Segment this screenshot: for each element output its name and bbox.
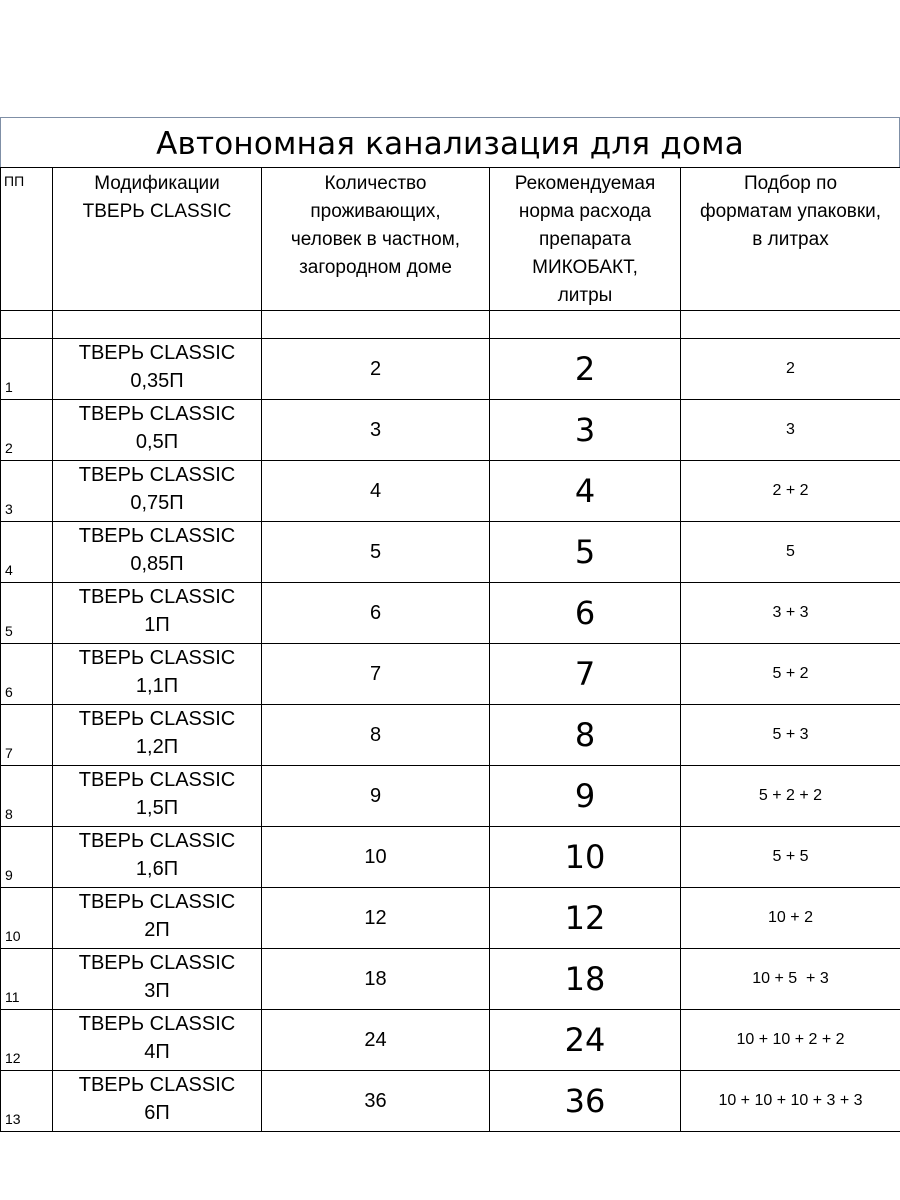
row-model-size: 2П (144, 919, 170, 941)
row-model (53, 1010, 262, 1071)
row-number: 13 (1, 1071, 53, 1132)
header-num (1, 168, 53, 311)
row-model (53, 339, 262, 400)
header-people-line: Количество (324, 173, 427, 194)
row-model-name: ТВЕРЬ CLASSIC (78, 586, 236, 608)
header-dose-line: препарата (538, 229, 632, 250)
spacer-cell (262, 311, 490, 339)
row-model-size: 0,85П (130, 553, 184, 575)
row-people: 7 (262, 644, 490, 705)
row-pack: 3 + 3 (681, 583, 900, 644)
row-model-size: 1,2П (135, 736, 179, 758)
row-model (53, 1071, 262, 1132)
table-row (1, 1010, 900, 1071)
header-pack-line: Подбор по (743, 173, 838, 194)
document-sheet (0, 117, 900, 1132)
row-people: 5 (262, 522, 490, 583)
row-number: 3 (1, 461, 53, 522)
row-model (53, 400, 262, 461)
header-model-line: ТВЕРЬ CLASSIC (82, 201, 232, 222)
table-body (1, 168, 900, 1132)
header-dose-line: Рекомендуемая (514, 173, 656, 194)
row-model-name: ТВЕРЬ CLASSIC (78, 525, 236, 547)
spacer-cell (53, 311, 262, 339)
row-people: 9 (262, 766, 490, 827)
spacer-cell (490, 311, 681, 339)
header-people-label (262, 168, 489, 282)
header-pack (681, 168, 900, 311)
row-model-size: 4П (144, 1041, 170, 1063)
row-number: 5 (1, 583, 53, 644)
row-dose: 18 (490, 949, 681, 1010)
row-pack: 5 + 2 (681, 644, 900, 705)
spacer-row (1, 311, 900, 339)
row-model-size: 1,1П (135, 675, 179, 697)
table-row (1, 339, 900, 400)
row-model-name: ТВЕРЬ CLASSIC (78, 647, 236, 669)
row-dose: 7 (490, 644, 681, 705)
row-model-name: ТВЕРЬ CLASSIC (78, 464, 236, 486)
header-people-line: проживающих, (310, 201, 441, 222)
row-number: 11 (1, 949, 53, 1010)
row-model-name: ТВЕРЬ CLASSIC (78, 1074, 236, 1096)
row-number: 9 (1, 827, 53, 888)
row-number: 12 (1, 1010, 53, 1071)
row-people: 8 (262, 705, 490, 766)
row-people: 4 (262, 461, 490, 522)
header-people (262, 168, 490, 311)
row-pack: 5 + 3 (681, 705, 900, 766)
table-row (1, 461, 900, 522)
table-row (1, 583, 900, 644)
row-pack: 5 + 2 + 2 (681, 766, 900, 827)
row-model-name: ТВЕРЬ CLASSIC (78, 830, 236, 852)
row-number: 1 (1, 339, 53, 400)
row-model (53, 522, 262, 583)
table-row (1, 827, 900, 888)
row-pack: 10 + 10 + 10 + 3 + 3 (681, 1071, 900, 1132)
header-pack-line: форматам упаковки, (699, 201, 882, 222)
row-number: 6 (1, 644, 53, 705)
row-model (53, 583, 262, 644)
row-model-name: ТВЕРЬ CLASSIC (78, 952, 236, 974)
header-model-label (53, 168, 261, 226)
header-pack-label (681, 168, 900, 254)
row-dose: 4 (490, 461, 681, 522)
row-people: 2 (262, 339, 490, 400)
table-row (1, 949, 900, 1010)
row-number: 8 (1, 766, 53, 827)
row-model-size: 1П (144, 614, 170, 636)
row-dose: 12 (490, 888, 681, 949)
row-people: 6 (262, 583, 490, 644)
row-model (53, 461, 262, 522)
row-model (53, 766, 262, 827)
row-dose: 10 (490, 827, 681, 888)
row-pack: 10 + 2 (681, 888, 900, 949)
row-model (53, 949, 262, 1010)
table-row (1, 522, 900, 583)
row-number: 7 (1, 705, 53, 766)
row-model (53, 644, 262, 705)
row-dose: 3 (490, 400, 681, 461)
row-model (53, 888, 262, 949)
row-model (53, 705, 262, 766)
row-pack: 5 + 5 (681, 827, 900, 888)
row-model-name: ТВЕРЬ CLASSIC (78, 1013, 236, 1035)
header-model (53, 168, 262, 311)
header-dose-line: норма расхода (518, 201, 652, 222)
row-people: 36 (262, 1071, 490, 1132)
row-dose: 8 (490, 705, 681, 766)
row-model-name: ТВЕРЬ CLASSIC (78, 342, 236, 364)
row-people: 12 (262, 888, 490, 949)
row-model-name: ТВЕРЬ CLASSIC (78, 769, 236, 791)
row-dose: 2 (490, 339, 681, 400)
row-number: 10 (1, 888, 53, 949)
row-pack: 5 (681, 522, 900, 583)
row-dose: 24 (490, 1010, 681, 1071)
row-number: 2 (1, 400, 53, 461)
table-row (1, 888, 900, 949)
header-people-line: загородном доме (299, 257, 452, 278)
row-dose: 6 (490, 583, 681, 644)
row-pack: 2 + 2 (681, 461, 900, 522)
row-dose: 9 (490, 766, 681, 827)
data-table (0, 167, 900, 1132)
header-dose (490, 168, 681, 311)
row-pack: 3 (681, 400, 900, 461)
row-model-size: 0,75П (130, 492, 184, 514)
row-people: 18 (262, 949, 490, 1010)
header-dose-label (490, 168, 680, 310)
row-model (53, 827, 262, 888)
row-people: 10 (262, 827, 490, 888)
row-pack: 10 + 5 + 3 (681, 949, 900, 1010)
row-model-size: 1,6П (135, 858, 179, 880)
row-model-name: ТВЕРЬ CLASSIC (78, 708, 236, 730)
row-people: 3 (262, 400, 490, 461)
table-row (1, 1071, 900, 1132)
header-pack-line: в литрах (752, 229, 829, 250)
table-row (1, 705, 900, 766)
page-title: Автономная канализация для дома (0, 117, 900, 167)
header-num-label: ПП (4, 173, 25, 189)
table-row (1, 400, 900, 461)
table-row (1, 644, 900, 705)
row-model-size: 0,5П (135, 431, 179, 453)
row-model-size: 6П (144, 1102, 170, 1124)
row-model-name: ТВЕРЬ CLASSIC (78, 891, 236, 913)
row-people: 24 (262, 1010, 490, 1071)
row-model-size: 1,5П (135, 797, 179, 819)
row-model-name: ТВЕРЬ CLASSIC (78, 403, 236, 425)
header-people-line: человек в частном, (290, 229, 461, 250)
row-pack: 10 + 10 + 2 + 2 (681, 1010, 900, 1071)
table-row (1, 766, 900, 827)
header-row (1, 168, 900, 311)
row-model-size: 3П (144, 980, 170, 1002)
row-dose: 5 (490, 522, 681, 583)
row-dose: 36 (490, 1071, 681, 1132)
row-model-size: 0,35П (130, 370, 184, 392)
spacer-cell (681, 311, 900, 339)
row-pack: 2 (681, 339, 900, 400)
header-dose-line: литры (557, 285, 613, 306)
header-dose-line: МИКОБАКТ, (532, 257, 638, 278)
row-number: 4 (1, 522, 53, 583)
header-model-line: Модификации (94, 173, 220, 194)
spacer-cell (1, 311, 53, 339)
